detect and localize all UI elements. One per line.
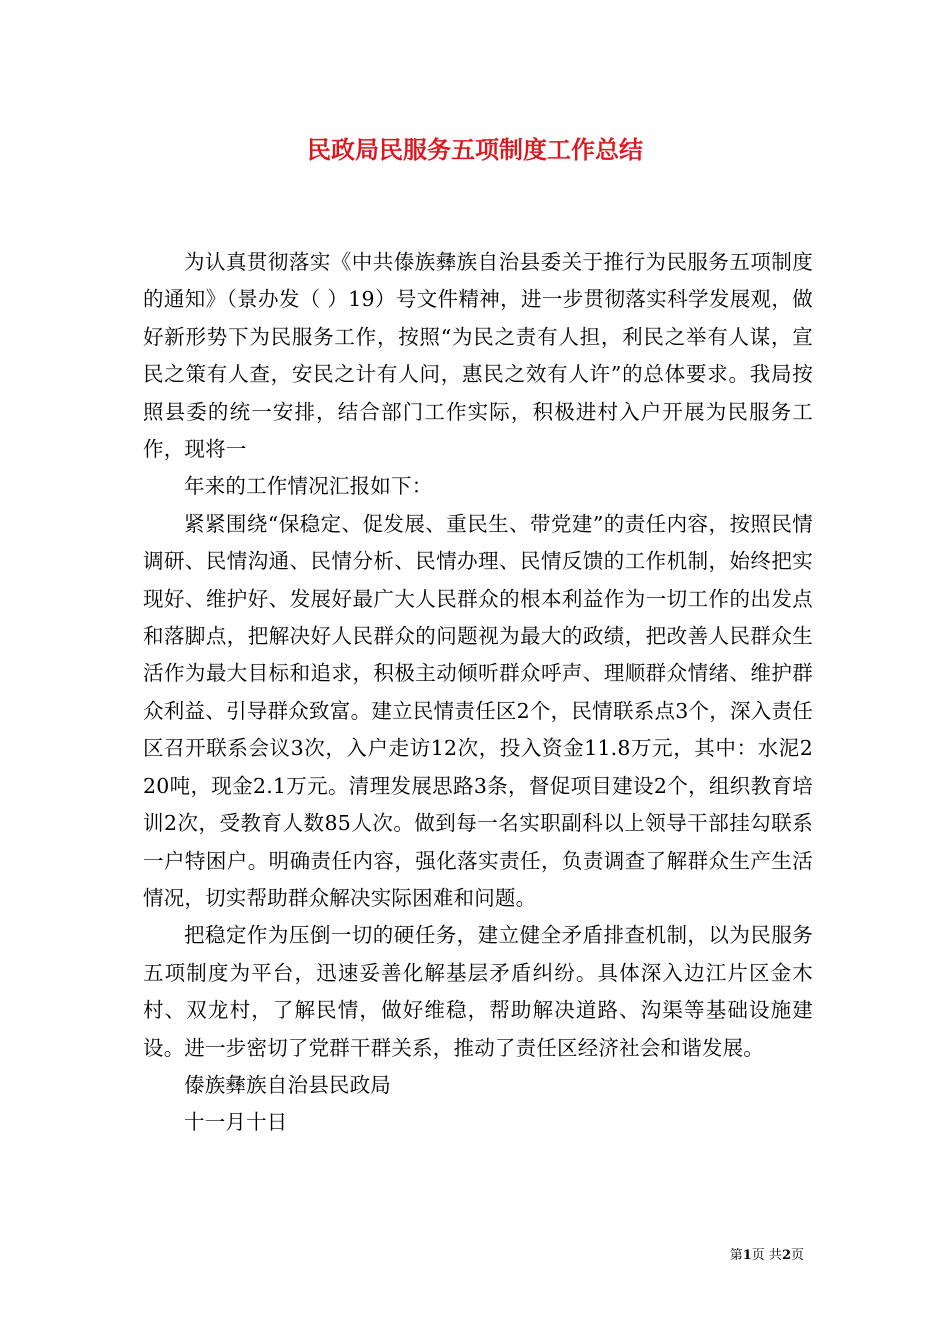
footer-middle: 页 共 bbox=[751, 1248, 782, 1263]
document-title: 民政局民服务五项制度工作总结 bbox=[307, 135, 643, 164]
paragraph-intro: 为认真贯彻落实《中共傣族彝族自治县委关于推行为民服务五项制度的通知》（景办发（ ）19）号文件精神，进一步贯彻落实科学发展观，做好新形势下为民服务工作，按照“为民之责有人担，利民之举有人谋，宣民之策有人查，安民之计有人问，惠民之效有人许”的总体要求。我局按照县委的统一安排，结合部门工作实际，积极进村入户开展为民服务工作，现将一 bbox=[143, 250, 813, 462]
paragraph-responsibilities: 紧紧围绕“保稳定、促发展、重民生、带党建”的责任内容，按照民情调研、民情沟通、民情分析、民情办理、民情反馈的工作机制，始终把实现好、维护好、发展好最广大人民群众的根本利益作为一切工作的出发点和落脚点，把解决好人民群众的问题视为最大的政绩，把改善人民群众生活作为最大目标和追求，积极主动倾听群众呼声、理顺群众情绪、维护群众利益、引导群众致富。建立民情责任区2个，民情联系点3个，深入责任区召开联系会议3次，入户走访12次，投入资金11.8万元，其中：水泥220吨，现金2.1万元。清理发展思路3条，督促项目建设2个，组织教育培训2次，受教育人数85人次。做到每一名实职副科以上领导干部挂勾联系一户特困户。明确责任内容，强化落实责任，负责调查了解群众生产生活情况，切实帮助群众解决实际困难和问题。 bbox=[143, 511, 813, 910]
document-body bbox=[143, 244, 813, 1142]
page-number-footer bbox=[730, 1247, 804, 1265]
signature-date: 十一月十日 bbox=[184, 1110, 288, 1135]
current-page-number: 1 bbox=[742, 1248, 752, 1263]
paragraph-intro-continued: 年来的工作情况汇报如下： bbox=[184, 474, 433, 499]
footer-suffix: 页 bbox=[790, 1248, 804, 1263]
signature-organization: 傣族彝族自治县民政局 bbox=[184, 1072, 391, 1097]
footer-prefix: 第 bbox=[729, 1248, 743, 1263]
paragraph-stability: 把稳定作为压倒一切的硬任务，建立健全矛盾排查机制，以为民服务五项制度为平台，迅速妥善化解基层矛盾纠纷。具体深入边江片区金木村、双龙村，了解民情，做好维稳，帮助解决道路、沟渠等基础设施建设。进一步密切了党群干群关系，推动了责任区经济社会和谐发展。 bbox=[143, 923, 813, 1060]
total-page-number: 2 bbox=[781, 1248, 791, 1263]
